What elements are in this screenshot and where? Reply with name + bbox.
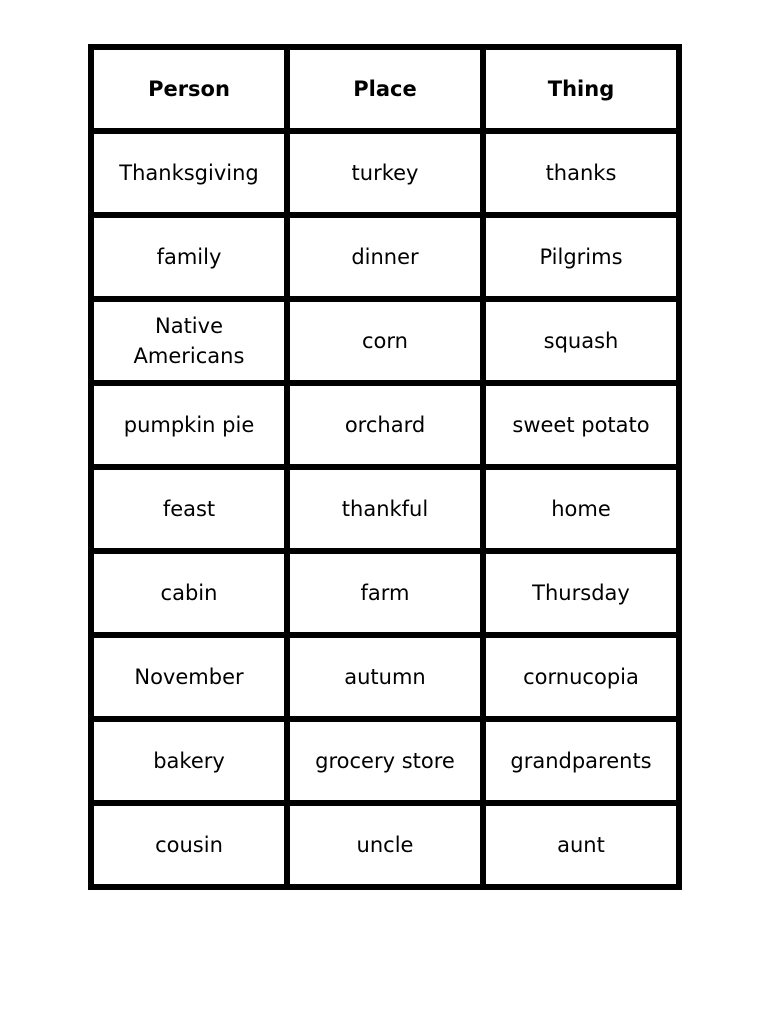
word-cell: squash [483,299,679,383]
word-cell: Thursday [483,551,679,635]
table-row [91,215,679,299]
table-row [91,299,679,383]
word-cell: home [483,467,679,551]
table-row [91,551,679,635]
worksheet-page [88,44,682,948]
table-header-row [91,47,679,131]
word-cell: cabin [91,551,287,635]
word-cell: autumn [287,635,483,719]
table-row [91,383,679,467]
word-cell: Pilgrims [483,215,679,299]
column-header-thing: Thing [483,47,679,131]
word-cell: turkey [287,131,483,215]
column-header-place: Place [287,47,483,131]
word-cell: Native Americans [91,299,287,383]
word-cell: bakery [91,719,287,803]
word-cell: cousin [91,803,287,887]
table-row [91,803,679,887]
word-cell: pumpkin pie [91,383,287,467]
word-cell: corn [287,299,483,383]
word-cell: grocery store [287,719,483,803]
column-header-person: Person [91,47,287,131]
word-cell: Thanksgiving [91,131,287,215]
table-row [91,467,679,551]
word-cell: farm [287,551,483,635]
table-row [91,719,679,803]
table-row [91,635,679,719]
word-cell: November [91,635,287,719]
word-cell: orchard [287,383,483,467]
word-cell: thankful [287,467,483,551]
word-cell: cornucopia [483,635,679,719]
word-cell: grandparents [483,719,679,803]
word-cell: family [91,215,287,299]
sorting-table [88,44,682,890]
word-cell: sweet potato [483,383,679,467]
word-cell: uncle [287,803,483,887]
word-cell: aunt [483,803,679,887]
table-row [91,131,679,215]
word-cell: feast [91,467,287,551]
word-cell: dinner [287,215,483,299]
word-cell: thanks [483,131,679,215]
